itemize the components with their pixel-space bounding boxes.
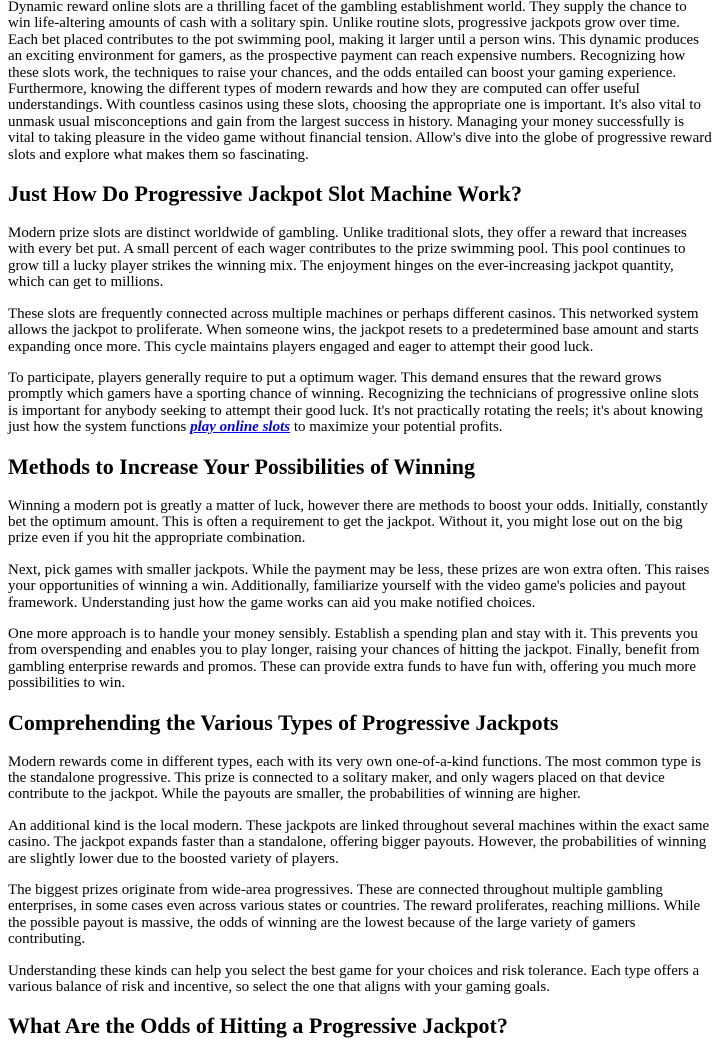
section-heading-types: Comprehending the Various Types of Progressive Jackpots xyxy=(8,709,559,735)
section-heading-odds: What Are the Odds of Hitting a Progressive Jackpot? xyxy=(8,1013,508,1039)
paragraph: Understanding these kinds can help you select the best game for your choices and risk tolerance. Each type offers a various balance of risk and incentive, so select the one that aligns with your gaming goals. xyxy=(8,962,700,996)
paragraph-with-link xyxy=(8,370,712,436)
paragraph: Modern rewards come in different types, each with its very own one-of-a-kind functions. The most common type is the standalone progressive. This prize is connected to a solitary maker, and only wagers placed on that device contribute to the jackpot. While the payouts are smaller, the probabilities of winning are higher. xyxy=(8,753,702,803)
paragraph: These slots are frequently connected across multiple machines or perhaps different casinos. This networked system allows the jackpot to proliferate. When someone wins, the jackpot resets to a predetermined base amount and starts expanding once more. This cycle maintains players engaged and eager to attempt their good luck. xyxy=(8,305,699,355)
play-online-slots-link[interactable]: play online slots xyxy=(190,419,291,436)
paragraph-text: to maximize your potential profits. xyxy=(290,419,503,436)
paragraph: The biggest prizes originate from wide-area progressives. These are connected throughout multiple gambling enterprises, in some cases even across various states or countries. The reward proliferates, reaching millions. While the possible payout is massive, the odds of winning are the lowest because of the large variety of gamers contributing. xyxy=(8,882,701,948)
intro-paragraph: Dynamic reward online slots are a thrilling facet of the gambling establishment world. They supply the chance to win life-altering amounts of cash with a solitary spin. Unlike routine slots, progressive jackpots grow over time. Each bet placed contributes to the pot swimming pool, making it larger until a person wins. This dynamic produces an exciting environment for gamers, as the prospective payment can reach expensive numbers. Recognizing how these slots work, the techniques to raise your chances, and the odds entailed can boost your gaming experience. Furthermore, knowing the different types of modern rewards and how they are computed can offer useful understandings. With countless casinos using these slots, choosing the appropriate one is important. It's also vital to unmask usual misconceptions and gain from the largest success in history. Managing your money successfully is vital to taking pleasure in the video game without financial tension. Allow's dive into the globe of progressive reward slots and explore what makes them so fascinating. xyxy=(8,0,712,163)
section-heading-how-jackpots-work: Just How Do Progressive Jackpot Slot Machine Work? xyxy=(8,181,522,207)
paragraph: Next, pick games with smaller jackpots. While the payment may be less, these prizes are won extra often. This raises your opportunities of winning a win. Additionally, familiarize yourself with the video game's policies and payout framework. Understanding just how the game works can aid you make notified choices. xyxy=(8,561,710,611)
paragraph: Winning a modern pot is greatly a matter of luck, however there are methods to boost your odds. Initially, constantly bet the optimum amount. This is often a requirement to get the jackpot. Without it, you might lose out on the big prize even if you hit the appropriate combination. xyxy=(8,497,708,547)
paragraph-text: To participate, players generally require to put a optimum wager. This demand ensures that the reward grows promptly which gamers have a sporting chance of winning. Recognizing the technicians of progressive online slots is important for anybody seeking to attempt their good luck. It's not practically rotating the reels; it's about knowing just how the system functions xyxy=(8,369,703,436)
section-heading-methods: Methods to Increase Your Possibilities of Winning xyxy=(8,453,475,479)
paragraph: An additional kind is the local modern. These jackpots are linked throughout several machines within the exact same casino. The jackpot expands faster than a standalone, offering bigger payouts. However, the probabilities of winning are slightly lower due to the boosted variety of players. xyxy=(8,817,710,867)
paragraph: Modern prize slots are distinct worldwide of gambling. Unlike traditional slots, they offer a reward that increases with every bet put. A small percent of each wager contributes to the prize swimming pool. This pool continues to grow till a lucky player strikes the winning mix. The enjoyment hinges on the ever-increasing jackpot quantity, which can get to millions. xyxy=(8,225,687,291)
paragraph: One more approach is to handle your money sensibly. Establish a spending plan and stay with it. This prevents you from overspending and enables you to play longer, raising your chances of hitting the jackpot. Finally, benefit from gambling enterprise rewards and promos. These can provide extra funds to have fun with, offering you much more possibilities to win. xyxy=(8,625,700,692)
